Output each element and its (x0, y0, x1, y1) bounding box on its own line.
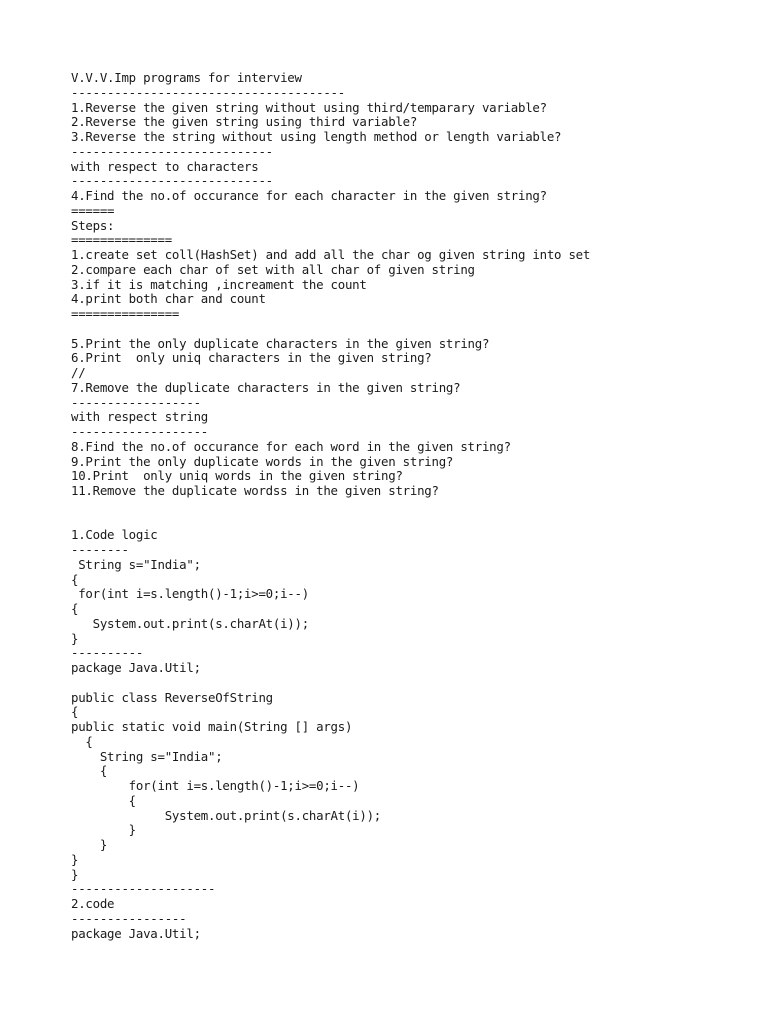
text-line (71, 322, 751, 337)
text-line: 9.Print the only duplicate words in the given string? (71, 453, 454, 469)
text-line: package Java.Util; (71, 925, 201, 941)
text-line: V.V.V.Imp programs for interview (71, 70, 302, 85)
text-line: 1.Code logic (71, 527, 158, 543)
text-line: -------------------------------------- (71, 84, 345, 100)
text-line: 8.Find the no.of occurance for each word in the given string? (71, 438, 511, 454)
text-line: } (71, 822, 136, 838)
text-line: 2.compare each char of set with all char of given string (71, 261, 475, 277)
text-line: Steps: (71, 217, 115, 233)
text-line: 3.Reverse the string without using length method or length variable? (71, 129, 562, 144)
text-line: 7.Remove the duplicate characters in the given string? (71, 379, 461, 395)
text-line: { (71, 763, 108, 779)
text-line: ---------------------------- (71, 143, 273, 159)
text-line: ------------------- (71, 424, 208, 439)
text-line: -------------------- (71, 881, 216, 897)
text-line: -------- (71, 542, 129, 557)
text-line: System.out.print(s.charAt(i)); (71, 615, 309, 631)
text-line: ---------------------------- (71, 173, 273, 189)
text-line: { (71, 704, 79, 720)
text-line: package Java.Util; (71, 660, 201, 675)
text-line: { (71, 792, 136, 808)
text-line: 10.Print only uniq words in the given string? (71, 468, 403, 484)
text-line: 4.print both char and count (71, 291, 266, 307)
text-line: String s="India"; (71, 748, 223, 764)
text-line: with respect string (71, 409, 208, 425)
text-line: 2.Reverse the given string using third variable? (71, 114, 418, 130)
text-line: 11.Remove the duplicate wordss in the given string? (71, 483, 439, 498)
text-line (71, 676, 751, 691)
text-line: String s="India"; (71, 556, 201, 572)
text-line: { (71, 733, 93, 749)
text-line (71, 499, 751, 514)
text-line: with respect to characters (71, 158, 259, 174)
text-line: ---------- (71, 645, 144, 661)
text-line: 1.create set coll(HashSet) and add all the char og given string into set (71, 247, 591, 262)
text-line: } (71, 851, 79, 867)
text-line: 6.Print only uniq characters in the given string? (71, 350, 432, 366)
text-line: 4.Find the no.of occurance for each character in the given string? (71, 188, 547, 203)
text-line: 1.Reverse the given string without using third/temparary variable? (71, 99, 547, 115)
text-line: } (71, 866, 79, 882)
text-line: =============== (71, 306, 180, 321)
text-line: for(int i=s.length()-1;i>=0;i--) (71, 778, 360, 793)
text-line (71, 514, 751, 529)
text-line: // (71, 365, 86, 380)
text-line: { (71, 601, 79, 616)
text-line: public static void main(String [] args) (71, 719, 353, 734)
text-line: 3.if it is matching ,increament the count (71, 276, 367, 292)
text-line: for(int i=s.length()-1;i>=0;i--) (71, 586, 309, 602)
text-line: ------------------ (71, 394, 201, 410)
text-line: ============== (71, 232, 172, 248)
text-line: System.out.print(s.charAt(i)); (71, 807, 382, 823)
text-line: 5.Print the only duplicate characters in the given string? (71, 335, 490, 351)
text-line: } (71, 630, 79, 646)
text-line: } (71, 837, 108, 852)
text-line: { (71, 571, 79, 587)
text-line: public class ReverseOfString (71, 689, 273, 705)
document-page (71, 71, 751, 941)
text-line: ---------------- (71, 910, 187, 926)
text-line: ====== (71, 202, 115, 218)
text-line: 2.code (71, 896, 115, 911)
